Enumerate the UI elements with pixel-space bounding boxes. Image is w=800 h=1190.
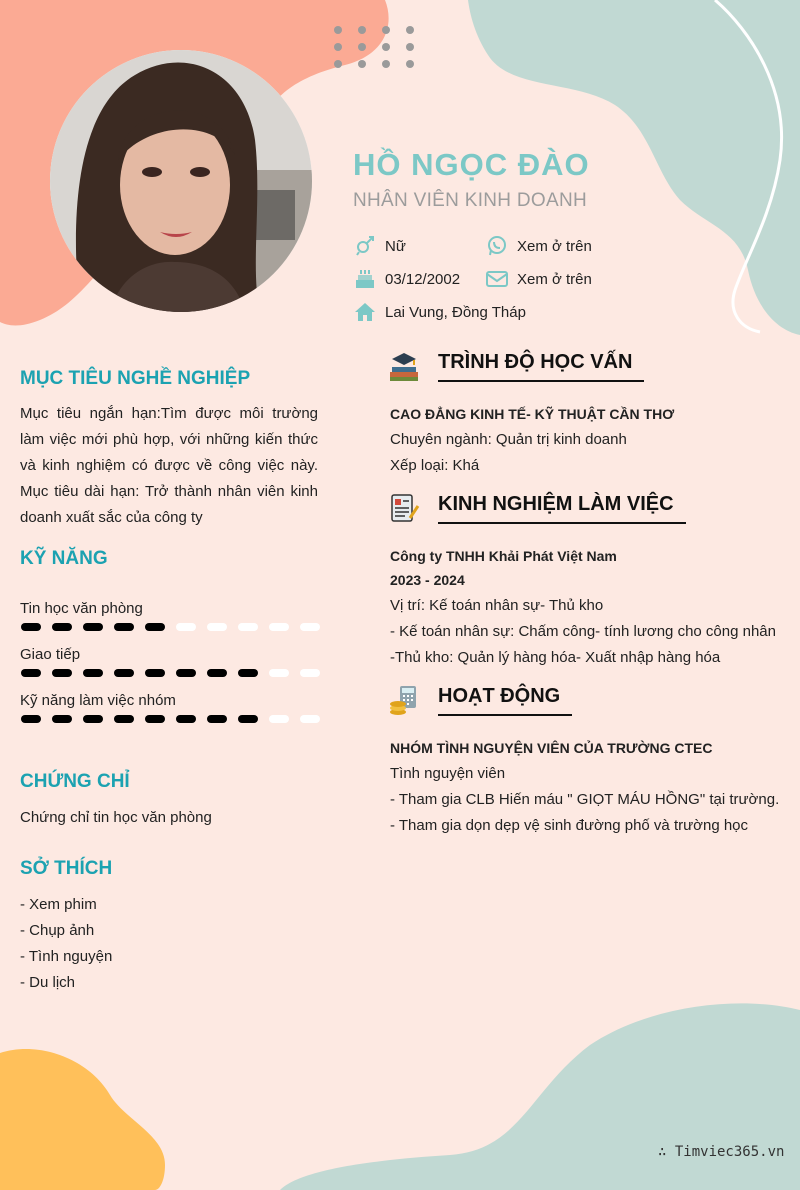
skill-label: Giao tiếp xyxy=(20,646,81,663)
list-item: - Chụp ảnh xyxy=(20,922,95,939)
skill-dash-filled xyxy=(21,715,41,723)
email-info xyxy=(486,269,592,289)
skill-label: Tin học văn phòng xyxy=(20,600,143,617)
education-heading xyxy=(388,350,644,382)
skill-dash-empty xyxy=(269,715,289,723)
list-item: - Tình nguyện xyxy=(20,948,113,965)
activity-role: Tình nguyện viên xyxy=(390,765,506,782)
orange-blob-bottom-left xyxy=(0,1045,180,1190)
skill-dash-empty xyxy=(207,623,227,631)
skill-dash-filled xyxy=(207,669,227,677)
skill-dash-filled xyxy=(21,623,41,631)
skill-dash-filled xyxy=(238,715,258,723)
skill-dash-filled xyxy=(238,669,258,677)
activities-heading xyxy=(388,684,572,716)
birthday-cake-icon xyxy=(354,269,376,289)
list-item: - Xem phim xyxy=(20,896,97,913)
skill-dash-filled xyxy=(83,715,103,723)
skill-dash-filled xyxy=(52,715,72,723)
objective-heading: MỤC TIÊU NGHỀ NGHIỆP xyxy=(20,368,251,389)
resume-clipboard-icon xyxy=(388,492,420,524)
section-title: TRÌNH ĐỘ HỌC VẤN xyxy=(438,351,644,382)
skill-dash-filled xyxy=(145,715,165,723)
objective-text: Mục tiêu ngắn hạn:Tìm được môi trường làm việc mới phù hợp, với những kiến thức và kinh nghiệm có được về công việc này. Mục tiêu dài hạn: Trở thành nhân viên kinh doanh xuất sắc của công ty xyxy=(20,405,318,526)
decorative-dots xyxy=(334,26,430,70)
skill-dash-filled xyxy=(114,715,134,723)
experience-heading xyxy=(388,492,686,524)
hobbies-heading: SỞ THÍCH xyxy=(20,858,113,879)
skill-dash-filled xyxy=(145,623,165,631)
company-name: Công ty TNHH Khải Phát Việt Nam xyxy=(390,548,617,564)
watermark: ∴ Timviec365.vn xyxy=(658,1144,785,1160)
education-major: Chuyên ngành: Quản trị kinh doanh xyxy=(390,431,627,448)
skill-dash-filled xyxy=(114,669,134,677)
address-info xyxy=(354,302,526,322)
calculator-coins-icon xyxy=(388,684,420,716)
avatar xyxy=(50,50,312,312)
work-duty: - Kế toán nhân sự: Chấm công- tính lương cho công nhân xyxy=(390,623,776,640)
skill-dash-empty xyxy=(176,623,196,631)
phone-info xyxy=(486,236,592,256)
whatsapp-icon xyxy=(486,236,508,256)
skill-dash-filled xyxy=(83,623,103,631)
skill-bar xyxy=(20,622,320,632)
skill-dash-empty xyxy=(269,623,289,631)
school-name: CAO ĐẲNG KINH TẾ- KỸ THUẬT CẦN THƠ xyxy=(390,406,675,422)
hobbies-list xyxy=(20,892,112,996)
skill-dash-filled xyxy=(21,669,41,677)
activity-item: - Tham gia dọn dẹp vệ sinh đường phố và trường học xyxy=(390,817,749,834)
skill-dash-filled xyxy=(52,623,72,631)
certificates-heading: CHỨNG CHỈ xyxy=(20,771,130,792)
education-grade: Xếp loại: Khá xyxy=(390,457,480,474)
address-value: Lai Vung, Đồng Tháp xyxy=(385,303,526,321)
phone-value: Xem ở trên xyxy=(517,237,592,255)
skill-dash-empty xyxy=(269,669,289,677)
skill-bar xyxy=(20,714,320,724)
skill-dash-filled xyxy=(207,715,227,723)
activity-item: - Tham gia CLB Hiến máu " GIỌT MÁU HỒNG" tại trường. xyxy=(390,791,780,808)
birthday-value: 03/12/2002 xyxy=(385,270,461,288)
skills-heading: KỸ NĂNG xyxy=(20,548,108,569)
skill-dash-filled xyxy=(114,623,134,631)
graduation-books-icon xyxy=(388,350,420,382)
section-title: HOẠT ĐỘNG xyxy=(438,685,572,716)
work-duty: -Thủ kho: Quản lý hàng hóa- Xuất nhập hàng hóa xyxy=(390,649,721,666)
email-value: Xem ở trên xyxy=(517,270,592,288)
job-title: NHÂN VIÊN KINH DOANH xyxy=(353,190,588,211)
gender-info xyxy=(354,236,406,256)
candidate-name: HỒ NGỌC ĐÀO xyxy=(353,147,590,182)
work-period: 2023 - 2024 xyxy=(390,572,465,588)
skill-dash-filled xyxy=(145,669,165,677)
list-item: - Du lịch xyxy=(20,974,76,991)
skill-dash-filled xyxy=(83,669,103,677)
certificate-item: Chứng chỉ tin học văn phòng xyxy=(20,809,212,826)
skill-label: Kỹ năng làm việc nhóm xyxy=(20,692,176,709)
skill-dash-filled xyxy=(52,669,72,677)
skill-dash-empty xyxy=(300,715,320,723)
skill-dash-empty xyxy=(300,623,320,631)
work-position: Vị trí: Kế toán nhân sự- Thủ kho xyxy=(390,597,604,614)
skill-dash-empty xyxy=(238,623,258,631)
section-title: KINH NGHIỆM LÀM VIỆC xyxy=(438,493,686,524)
skill-dash-empty xyxy=(300,669,320,677)
skill-dash-filled xyxy=(176,669,196,677)
home-icon xyxy=(354,302,376,322)
skill-bar xyxy=(20,668,320,678)
skill-dash-filled xyxy=(176,715,196,723)
sage-blob-bottom-right xyxy=(280,1000,800,1190)
gender-value: Nữ xyxy=(385,237,406,255)
gender-icon xyxy=(354,236,376,256)
envelope-icon xyxy=(486,269,508,289)
activity-organization: NHÓM TÌNH NGUYỆN VIÊN CỦA TRƯỜNG CTEC xyxy=(390,740,713,756)
birthday-info xyxy=(354,269,460,289)
